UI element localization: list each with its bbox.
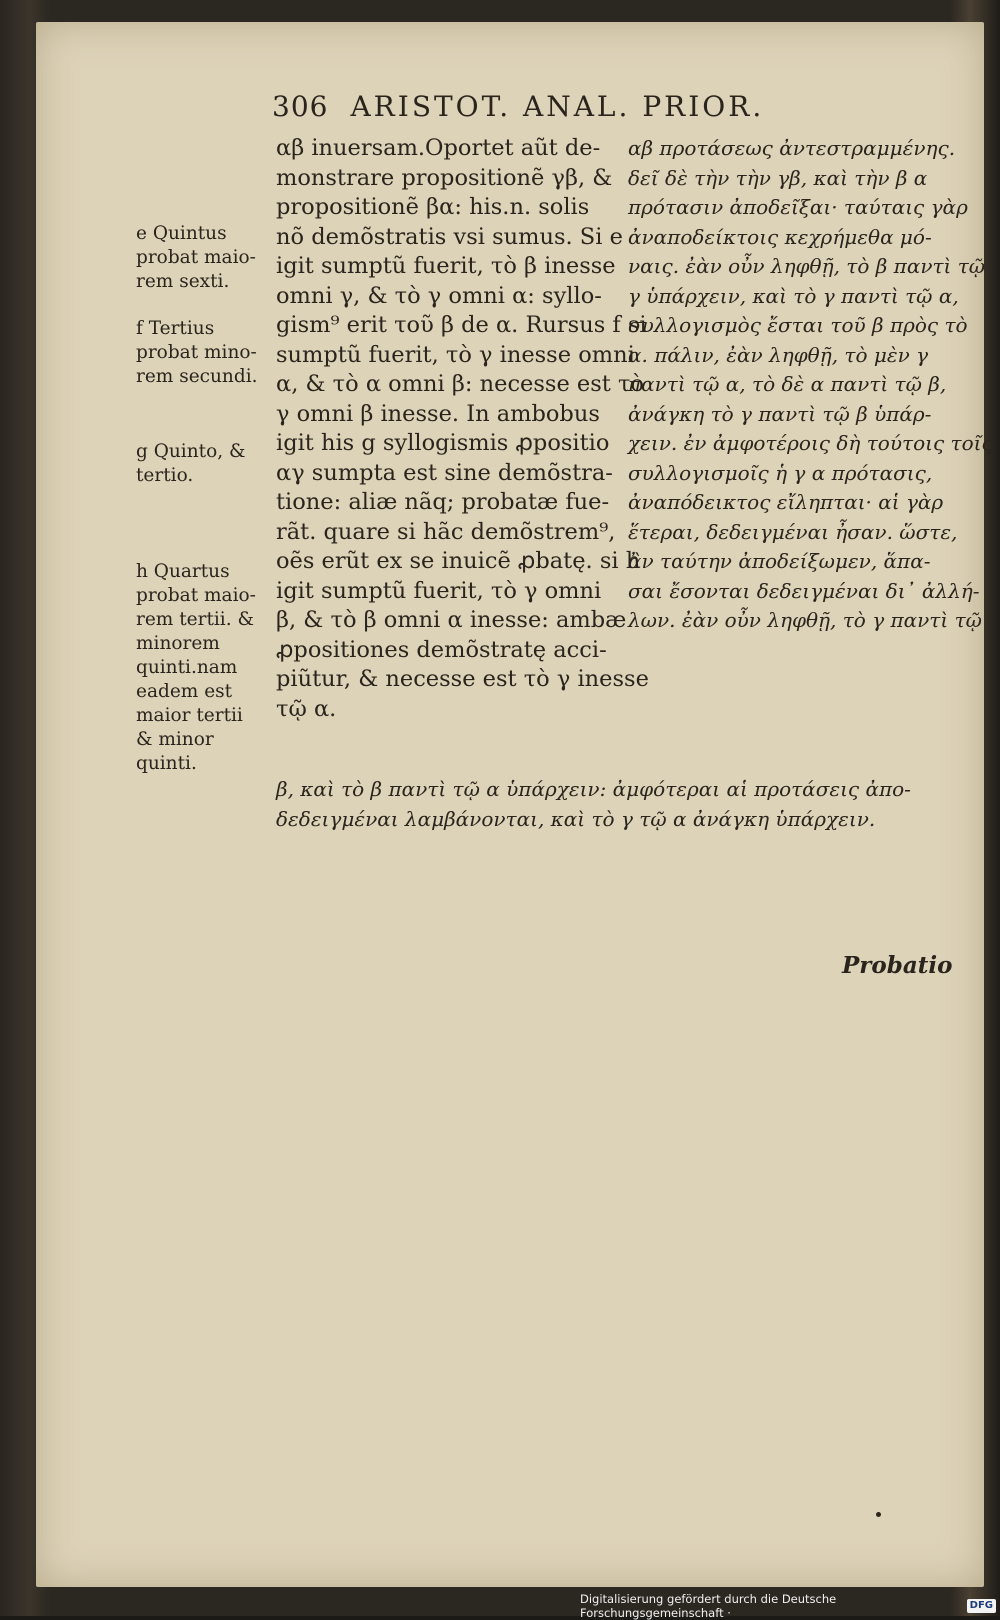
book-page xyxy=(36,22,993,1587)
greek-text-line: αβ προτάσεως ἀντεστραμμένης. xyxy=(628,136,956,160)
latin-text-line: rãt. quare si hãc demõstrem⁹, xyxy=(276,518,616,545)
footer-text: Digitalisierung gefördert durch die Deutsche Forschungsgemeinschaft · xyxy=(580,1592,837,1620)
latin-text-line: nõ demõstratis vsi sumus. Si e xyxy=(276,223,623,250)
latin-text-line: omni γ, & τὸ γ omni α: syllo- xyxy=(276,282,602,309)
greek-column xyxy=(628,134,993,636)
latin-text-line: ꝓpositiones demõstratę acci- xyxy=(276,636,607,663)
greek-text-line: β, καὶ τὸ β παντὶ τῷ α ὑπάρχειν: ἀμφότεραι αἱ προτάσεις ἀπο- xyxy=(276,777,911,801)
catchword: Probatio xyxy=(842,952,953,979)
margin-note-e xyxy=(136,222,278,294)
digitization-footer xyxy=(580,1592,1000,1620)
margin-note-line: tertio. xyxy=(136,465,194,486)
greek-text-line: γ ὑπάρχειν, καὶ τὸ γ παντὶ τῷ α, xyxy=(628,283,959,308)
margin-note-line: quinti.nam xyxy=(136,657,238,678)
latin-text-line: gism⁹ erit τοῦ β de α. Rursus f si xyxy=(276,312,647,338)
running-head xyxy=(272,90,912,123)
dfg-logo: DFG xyxy=(967,1599,996,1613)
latin-text-line: τῷ α. xyxy=(276,695,337,722)
latin-text-line: αγ sumpta est sine demõstra- xyxy=(276,459,613,486)
margin-note-line: rem tertii. & xyxy=(136,609,254,630)
greek-text-line: α. πάλιν, ἐὰν ληφθῇ, τὸ μὲν γ xyxy=(628,342,929,367)
margin-note-line: rem secundi. xyxy=(136,366,258,387)
greek-text-line: δεῖ δὲ τὴν τὴν γβ, καὶ τὴν β α xyxy=(628,165,928,190)
latin-text-line: monstrare propositionẽ γβ, & xyxy=(276,164,613,191)
latin-text-line: sumptũ fuerit, τὸ γ inesse omni xyxy=(276,341,635,368)
latin-text-line: propositionẽ βα: his.n. solis xyxy=(276,194,590,220)
margin-note-line: e Quintus xyxy=(136,223,227,244)
margin-note-line: & minor xyxy=(136,729,214,750)
greek-text-line: συλλογισμὸς ἔσται τοῦ β πρὸς τὸ xyxy=(628,313,968,337)
greek-continuation xyxy=(276,774,976,834)
latin-text-line: β, & τὸ β omni α inesse: ambæ xyxy=(276,607,627,633)
margin-note-line: rem sexti. xyxy=(136,271,230,292)
running-title: ARISTOT. ANAL. PRIOR. xyxy=(350,90,765,123)
margin-note-line: minorem xyxy=(136,633,220,654)
margin-note-line: probat maio- xyxy=(136,585,256,606)
margin-note-line: maior tertii xyxy=(136,705,243,726)
latin-text-line: igit sumptũ fuerit, τὸ γ omni xyxy=(276,577,602,604)
ink-dot xyxy=(876,1512,881,1517)
greek-text-line: λων. ἐὰν οὖν ληφθῇ, τὸ γ παντὶ τῷ xyxy=(628,608,982,632)
latin-text-line: α, & τὸ α omni β: necesse est τὸ xyxy=(276,371,644,397)
greek-text-line: σαι ἔσονται δεδειγμέναι δι᾿ ἀλλή- xyxy=(628,578,980,603)
margin-note-line: probat mino- xyxy=(136,342,257,363)
greek-text-line: ἕτεραι, δεδειγμέναι ἦσαν. ὥστε, xyxy=(628,519,958,544)
margin-note-line: h Quartus xyxy=(136,561,230,582)
latin-column xyxy=(276,134,649,724)
latin-text-line: γ omni β inesse. In ambobus xyxy=(276,400,600,427)
greek-text-line: πρότασιν ἀποδεῖξαι· ταύταις γὰρ xyxy=(628,195,968,219)
margin-note-line: eadem est xyxy=(136,681,233,702)
margin-note-h xyxy=(136,560,278,776)
greek-text-line: συλλογισμοῖς ἡ γ α πρότασις, xyxy=(628,460,933,485)
latin-text-line: piũtur, & necesse est τὸ γ inesse xyxy=(276,666,649,692)
margin-note-g xyxy=(136,440,278,488)
latin-text-line: αβ inuersam.Oportet aũt de- xyxy=(276,135,601,161)
greek-text-line: ἂν ταύτην ἀποδείξωμεν, ἅπα- xyxy=(628,549,931,573)
margin-note-line: f Tertius xyxy=(136,318,215,339)
page-number: 306 xyxy=(272,90,329,123)
latin-text-line: tione: aliæ nãq; probatæ fue- xyxy=(276,489,610,515)
margin-note-line: quinti. xyxy=(136,753,197,774)
greek-text-line: ἀναποδείκτοις κεχρήμεθα μό- xyxy=(628,224,932,249)
latin-text-line: igit sumptũ fuerit, τὸ β inesse xyxy=(276,253,616,279)
latin-text-line: igit his g syllogismis ꝓpositio xyxy=(276,430,610,456)
margin-note-line: probat maio- xyxy=(136,247,256,268)
greek-text-line: ἀναπόδεικτος εἴληπται· αἱ γὰρ xyxy=(628,490,944,514)
greek-text-line: δεδειγμέναι λαμβάνονται, καὶ τὸ γ τῷ α ἀνάγκη ὑπάρχειν. xyxy=(276,807,876,831)
latin-text-line: oẽs erũt ex se inuicẽ ꝓbatę. si h xyxy=(276,548,641,574)
greek-text-line: ἀνάγκη τὸ γ παντὶ τῷ β ὑπάρ- xyxy=(628,401,932,426)
greek-text-line: ναις. ἐὰν οὖν ληφθῇ, τὸ β παντὶ τῷ xyxy=(628,254,986,278)
margin-note-line: g Quinto, & xyxy=(136,441,246,462)
greek-text-line: χειν. ἐν ἀμφοτέροις δὴ τούτοις τοῖς xyxy=(628,431,993,455)
margin-note-f xyxy=(136,317,278,389)
greek-text-line: παντὶ τῷ α, τὸ δὲ α παντὶ τῷ β, xyxy=(628,372,947,396)
